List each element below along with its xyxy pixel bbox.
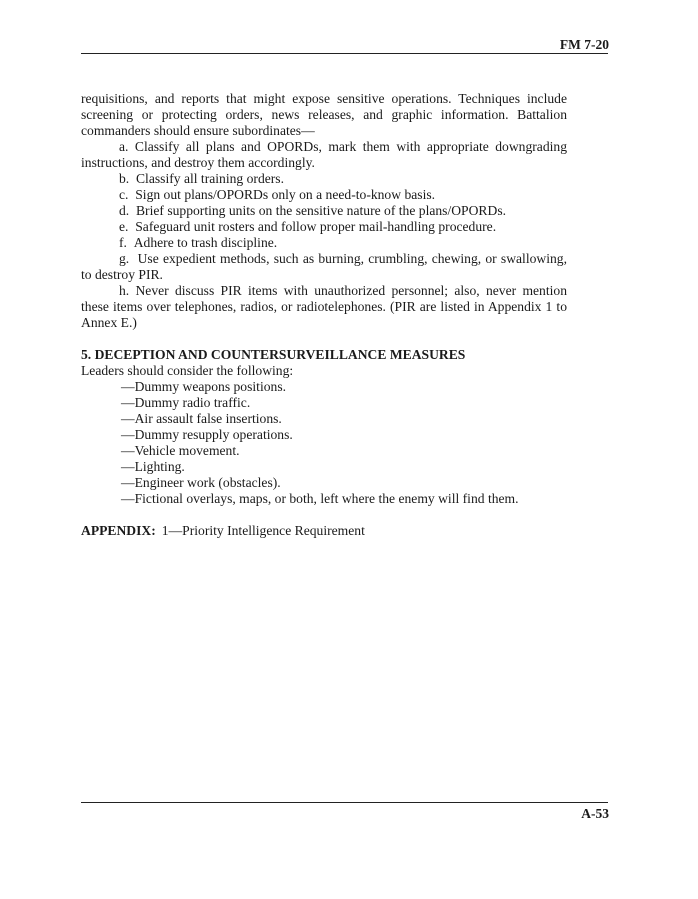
appendix-text: 1—Priority Intelligence Requirement [161,523,365,538]
measure-item: —Dummy radio traffic. [121,395,251,410]
list-item-h: h. Never discuss PIR items with unauthorized personnel; also, never mention these items over telephones, radios, or radiotelephones. (PIR are listed in Appendix 1 to Annex E.) [81,283,567,330]
measure-item: —Lighting. [121,459,185,474]
page-number: A-53 [581,806,609,821]
manual-id: FM 7-20 [559,37,609,52]
footer-rule [81,802,608,803]
list-item-f: f. Adhere to trash discipline. [119,235,278,250]
measure-item: —Air assault false insertions. [121,411,282,426]
list-item-d: d. Brief supporting units on the sensitive nature of the plans/OPORDs. [119,203,507,218]
list-item-e: e. Safeguard unit rosters and follow proper mail-handling procedure. [119,219,497,234]
list-item-g: g. Use expedient methods, such as burning, crumbling, chewing, or swallowing, to destroy PIR. [81,251,567,282]
appendix-line [81,523,567,539]
list-item-c: c. Sign out plans/OPORDs only on a need-to-know basis. [119,187,436,202]
measure-item: —Fictional overlays, maps, or both, left where the enemy will find them. [121,491,519,506]
header-rule [81,53,608,54]
appendix-label: APPENDIX: [81,523,156,538]
measure-item: —Dummy resupply operations. [121,427,293,442]
spacer [81,507,567,523]
list-item-b: b. Classify all training orders. [119,171,284,186]
measure-item: —Dummy weapons positions. [121,379,287,394]
page-content [81,91,567,539]
list-item-a: a. Classify all plans and OPORDs, mark them with appropriate downgrading instructions, and destroy them accordingly. [81,139,567,170]
intro-paragraph: requisitions, and reports that might expose sensitive operations. Techniques include screening or protecting orders, news releases, and graphic information. Battalion commanders should ensure subordinates— [81,91,567,138]
spacer [81,331,567,347]
measure-item: —Engineer work (obstacles). [121,475,281,490]
measure-item: —Vehicle movement. [121,443,240,458]
section-lead: Leaders should consider the following: [81,363,294,378]
section-heading: 5. DECEPTION AND COUNTERSURVEILLANCE MEASURES [81,347,466,362]
